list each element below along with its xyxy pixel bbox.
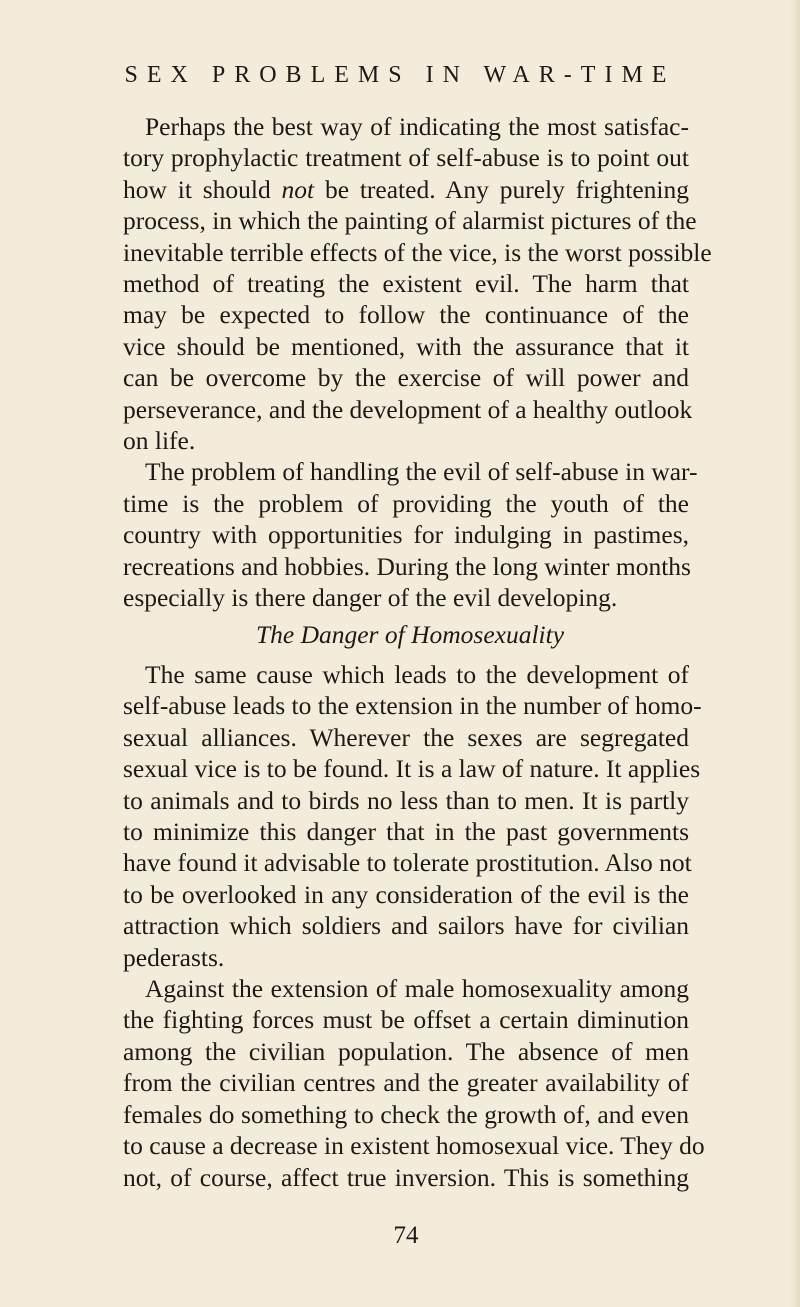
text-line: Perhaps the best way of indicating the most satisfac- xyxy=(145,112,689,141)
text-line: sexual vice is to be found. It is a law of nature. It applies xyxy=(123,754,701,784)
text-run: how it should xyxy=(123,174,282,204)
page-edge-shadow xyxy=(790,0,800,1307)
text-line xyxy=(123,174,689,205)
text-line: to animals and to birds no less than to men. It is partly xyxy=(123,785,689,815)
text-line: may be expected to follow the continuance of the xyxy=(123,300,689,330)
emphasis-not: not xyxy=(281,174,315,204)
paragraph xyxy=(123,659,702,973)
text-line: The same cause which leads to the development of xyxy=(145,660,689,689)
text-line: especially is there danger of the evil developing. xyxy=(123,583,618,613)
text-line: can be overcome by the exercise of will power and xyxy=(123,363,689,393)
text-line: to be overlooked in any consideration of the evil is the xyxy=(123,879,689,909)
text-line: perseverance, and the development of a healthy outlook xyxy=(123,394,693,424)
text-line: The problem of handling the evil of self-abuse in war- xyxy=(145,457,698,487)
text-line: inevitable terrible effects of the vice, is the worst possible xyxy=(123,237,712,267)
section-heading: The Danger of Homosexuality xyxy=(255,620,565,649)
text-line: females do something to check the growth of, and even xyxy=(123,1099,689,1129)
text-line: method of treating the existent evil. The harm that xyxy=(123,269,689,299)
text-line: Against the extension of male homosexuality among xyxy=(145,974,689,1004)
text-line: time is the problem of providing the youth of the xyxy=(123,488,689,518)
paragraph xyxy=(123,111,712,456)
page-number: 74 xyxy=(393,1222,419,1249)
text-line: have found it advisable to tolerate prostitution. Also not xyxy=(123,848,692,878)
text-line: self-abuse leads to the extension in the number of homo- xyxy=(123,691,702,721)
text-line: to minimize this danger that in the past governments xyxy=(123,817,689,847)
paragraph xyxy=(123,973,705,1193)
section-homosexuality xyxy=(123,659,705,1193)
text-line: pederasts. xyxy=(123,942,225,972)
paragraph xyxy=(123,456,698,613)
text-run: be treated. Any purely frightening xyxy=(314,174,689,204)
section-self-abuse xyxy=(123,111,712,614)
text-line: process, in which the painting of alarmist pictures of the xyxy=(123,206,697,236)
text-line: among the civilian population. The absence of men xyxy=(123,1036,689,1066)
text-line: to cause a decrease in existent homosexual vice. They do xyxy=(123,1131,705,1161)
text-line: vice should be mentioned, with the assurance that it xyxy=(123,331,689,361)
text-line: not, of course, affect true inversion. This is something xyxy=(123,1162,689,1192)
text-line: tory prophylactic treatment of self-abuse is to point out xyxy=(123,143,689,173)
text-line: attraction which soldiers and sailors have for civilian xyxy=(123,911,689,941)
text-line: on life. xyxy=(123,426,196,456)
text-line: from the civilian centres and the greater availability of xyxy=(123,1068,689,1098)
text-line: sexual alliances. Wherever the sexes are segregated xyxy=(123,722,689,752)
text-line: recreations and hobbies. During the long winter months xyxy=(123,551,691,581)
text-line: country with opportunities for indulging in pastimes, xyxy=(123,520,689,550)
running-head: SEX PROBLEMS IN WAR-TIME xyxy=(124,62,676,88)
text-line: the fighting forces must be offset a certain diminution xyxy=(123,1005,689,1035)
